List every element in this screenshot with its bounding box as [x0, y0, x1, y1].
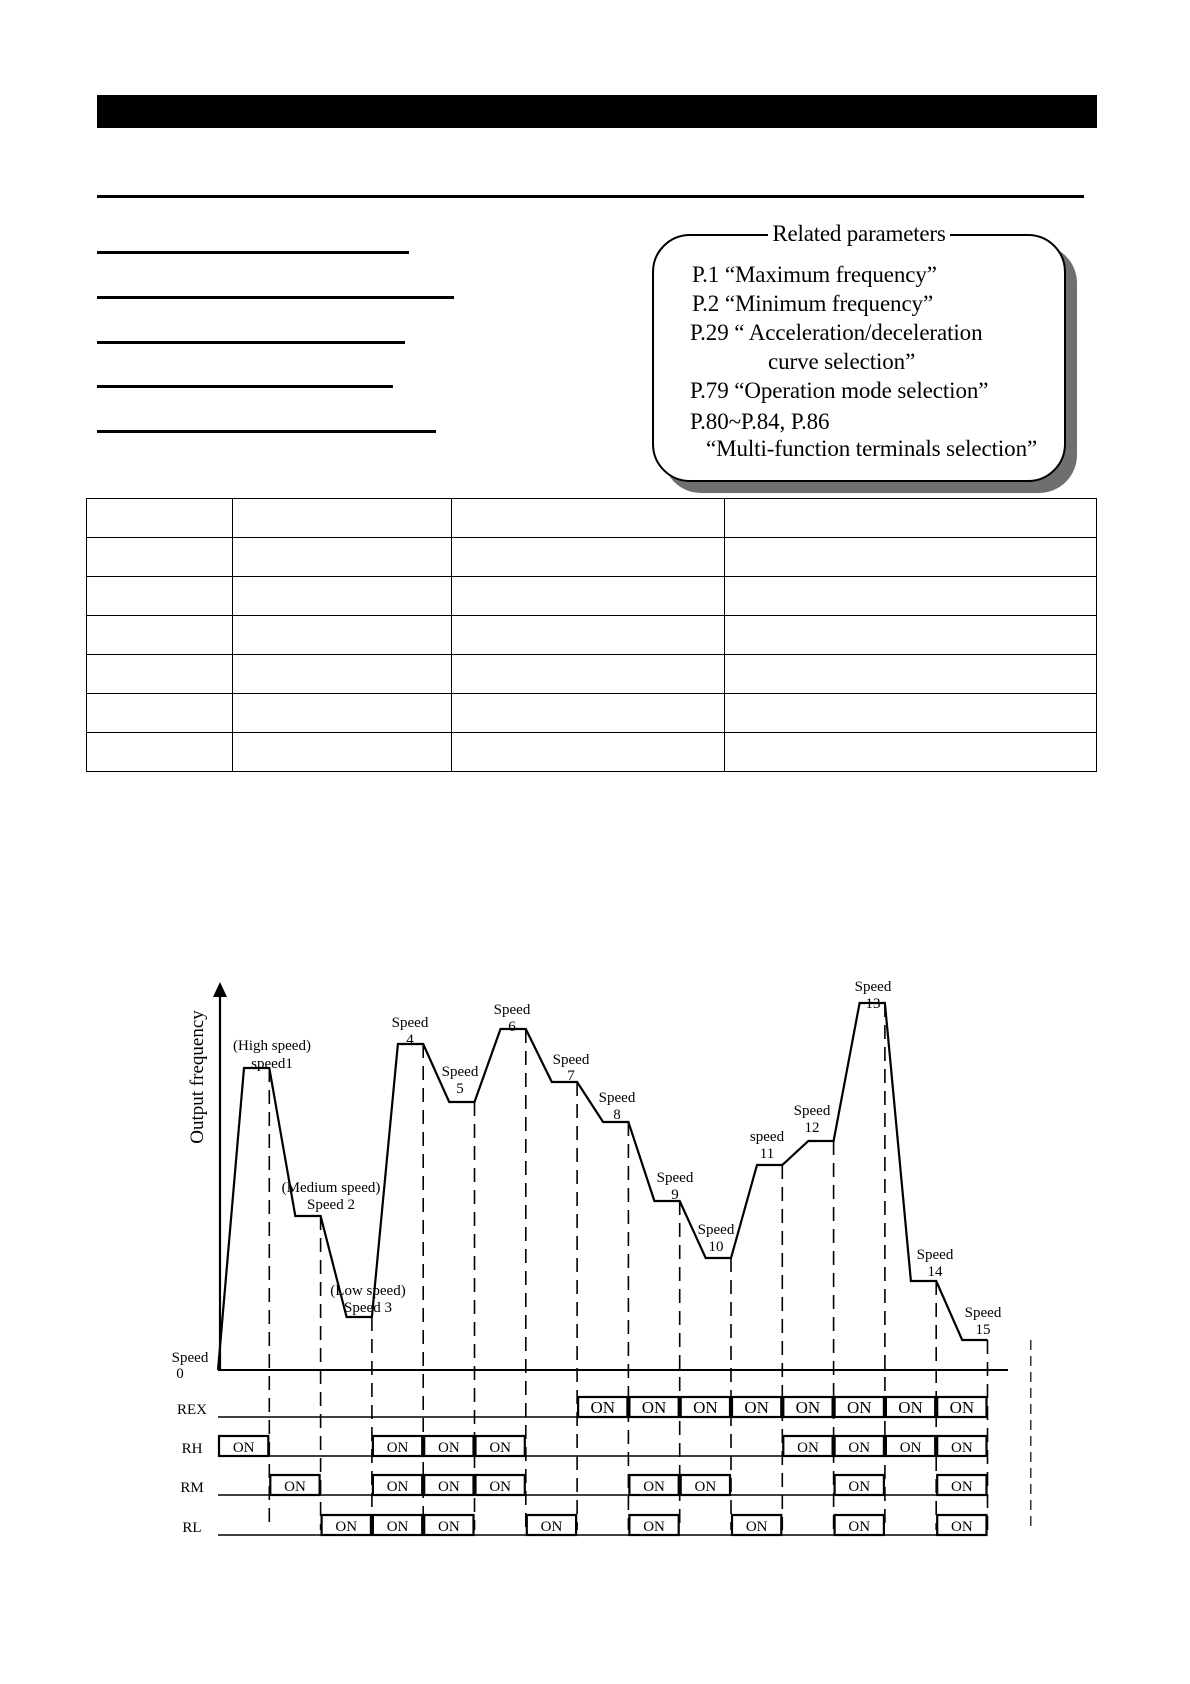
on-text: ON — [590, 1398, 616, 1417]
speed-label-s14-num: 14 — [927, 1264, 943, 1280]
speed-label-s6: Speed — [493, 1002, 531, 1018]
table-cell — [451, 733, 725, 772]
blank-line-2 — [97, 296, 454, 299]
on-text: ON — [745, 1519, 768, 1535]
speed-label-s2: (Medium speed) — [281, 1180, 381, 1196]
parameter-table — [86, 498, 1097, 772]
on-text: ON — [744, 1398, 769, 1417]
related-parameters-box — [652, 221, 1066, 482]
on-text: ON — [848, 1479, 871, 1495]
speed-label-s11-num: 11 — [759, 1146, 775, 1162]
on-text: ON — [386, 1519, 409, 1535]
on-text: ON — [438, 1440, 460, 1456]
table-cell — [232, 694, 451, 733]
speed-label-s15-num: 15 — [975, 1322, 991, 1338]
table-cell — [725, 577, 1097, 616]
speed-label-s9: Speed — [656, 1170, 694, 1186]
speed-label-s3-num: Speed 3 — [344, 1300, 392, 1316]
on-text: ON — [489, 1440, 511, 1456]
on-text: ON — [641, 1398, 667, 1417]
table-cell — [87, 616, 233, 655]
table-cell — [725, 655, 1097, 694]
speed-label-s9-num: 9 — [671, 1187, 679, 1203]
table-cell — [451, 499, 725, 538]
table-row — [87, 538, 1097, 577]
param-line-p29: P.29 “ Acceleration/deceleration — [690, 320, 983, 345]
on-text: ON — [898, 1398, 923, 1417]
on-text: ON — [438, 1479, 460, 1495]
speed-label-s7-num: 7 — [567, 1068, 575, 1084]
table-cell — [232, 577, 451, 616]
speed-label-s5: Speed — [441, 1064, 479, 1080]
speed-label-s12: Speed — [793, 1103, 831, 1119]
speed-label-s8: Speed — [598, 1090, 636, 1106]
table-cell — [87, 538, 233, 577]
param-line-p80-86: P.80~P.84, P.86 — [690, 409, 830, 434]
table-cell — [451, 616, 725, 655]
section-divider — [97, 195, 1084, 198]
on-text: ON — [386, 1440, 409, 1456]
speed-label-s12-num: 12 — [804, 1120, 820, 1136]
on-text: ON — [949, 1398, 975, 1417]
on-text: ON — [284, 1479, 306, 1495]
speed-label-s8-num: 8 — [613, 1107, 621, 1123]
table-cell — [725, 616, 1097, 655]
table-row — [87, 499, 1097, 538]
table-cell — [232, 499, 451, 538]
table-cell — [725, 694, 1097, 733]
on-text: ON — [335, 1519, 358, 1535]
on-text: ON — [951, 1519, 973, 1535]
table-cell — [87, 577, 233, 616]
on-text: ON — [386, 1479, 409, 1495]
on-text: ON — [795, 1398, 821, 1417]
blank-line-5 — [97, 430, 436, 433]
table-row — [87, 655, 1097, 694]
table-row — [87, 694, 1097, 733]
on-text: ON — [846, 1398, 872, 1417]
signal-label-rex: REX — [177, 1402, 207, 1418]
table-cell — [451, 538, 725, 577]
signal-label-rh: RH — [181, 1441, 203, 1457]
related-parameters-title-text: Related parameters — [768, 221, 949, 246]
table-row — [87, 733, 1097, 772]
table-row — [87, 577, 1097, 616]
section-header-bar — [97, 95, 1097, 128]
on-text: ON — [848, 1519, 871, 1535]
related-parameters-title — [654, 221, 1064, 247]
param-line-p29-cont: curve selection” — [768, 349, 916, 374]
table-cell — [87, 694, 233, 733]
on-text: ON — [540, 1519, 563, 1535]
table-row — [87, 616, 1097, 655]
table-cell — [87, 499, 233, 538]
table-cell — [232, 733, 451, 772]
table-cell — [451, 694, 725, 733]
blank-line-4 — [97, 385, 393, 388]
speed-label-s11: speed — [749, 1129, 785, 1145]
signal-label-rl: RL — [182, 1520, 202, 1536]
param-line-p79: P.79 “Operation mode selection” — [690, 378, 989, 403]
speed-label-s6-num: 6 — [508, 1019, 516, 1035]
blank-line-1 — [97, 251, 409, 254]
on-text: ON — [693, 1398, 718, 1417]
on-text: ON — [899, 1440, 922, 1456]
signal-label-rm: RM — [180, 1480, 204, 1496]
table-cell — [87, 733, 233, 772]
multi-speed-timing-diagram — [0, 960, 1190, 1550]
table-cell — [725, 733, 1097, 772]
speed-label-s7: Speed — [552, 1052, 590, 1068]
speed-label-s13-num: 13 — [865, 996, 881, 1012]
speed-label-s0: Speed — [171, 1350, 209, 1366]
speed-label-s15: Speed — [964, 1305, 1002, 1321]
table-cell — [725, 499, 1097, 538]
on-text: ON — [643, 1479, 665, 1495]
table-cell — [725, 538, 1097, 577]
table-cell — [87, 655, 233, 694]
speed-label-s2-num: Speed 2 — [307, 1197, 355, 1213]
table-cell — [451, 577, 725, 616]
speed-label-s3: (Low speed) — [330, 1283, 406, 1299]
on-text: ON — [489, 1479, 511, 1495]
param-line-p2: P.2 “Minimum frequency” — [692, 291, 934, 316]
on-text: ON — [643, 1519, 665, 1535]
speed-label-s4-num: 4 — [406, 1032, 414, 1048]
speed-label-s1-num: speed1 — [251, 1056, 293, 1072]
speed-label-s13: Speed — [854, 979, 892, 995]
speed-label-s14: Speed — [916, 1247, 954, 1263]
speed-label-s5-num: 5 — [456, 1081, 464, 1097]
on-text: ON — [438, 1519, 460, 1535]
table-cell — [232, 538, 451, 577]
y-axis-label: Output frequency — [187, 1010, 208, 1144]
on-text: ON — [951, 1479, 973, 1495]
y-axis-arrow — [213, 982, 227, 997]
table-cell — [232, 616, 451, 655]
table-cell — [232, 655, 451, 694]
speed-label-s10-num: 10 — [708, 1239, 724, 1255]
on-text: ON — [232, 1440, 255, 1456]
on-text: ON — [848, 1440, 871, 1456]
blank-line-3 — [97, 341, 405, 344]
speed-label-s1: (High speed) — [233, 1038, 311, 1054]
param-line-p1: P.1 “Maximum frequency” — [692, 262, 937, 287]
speed-label-s10: Speed — [697, 1222, 735, 1238]
param-line-multifunction: “Multi-function terminals selection” — [706, 436, 1038, 461]
on-text: ON — [797, 1440, 819, 1456]
speed-label-s4: Speed — [391, 1015, 429, 1031]
on-text: ON — [694, 1479, 717, 1495]
table-cell — [451, 655, 725, 694]
on-text: ON — [951, 1440, 973, 1456]
speed-label-s0-num: 0 — [176, 1366, 184, 1382]
